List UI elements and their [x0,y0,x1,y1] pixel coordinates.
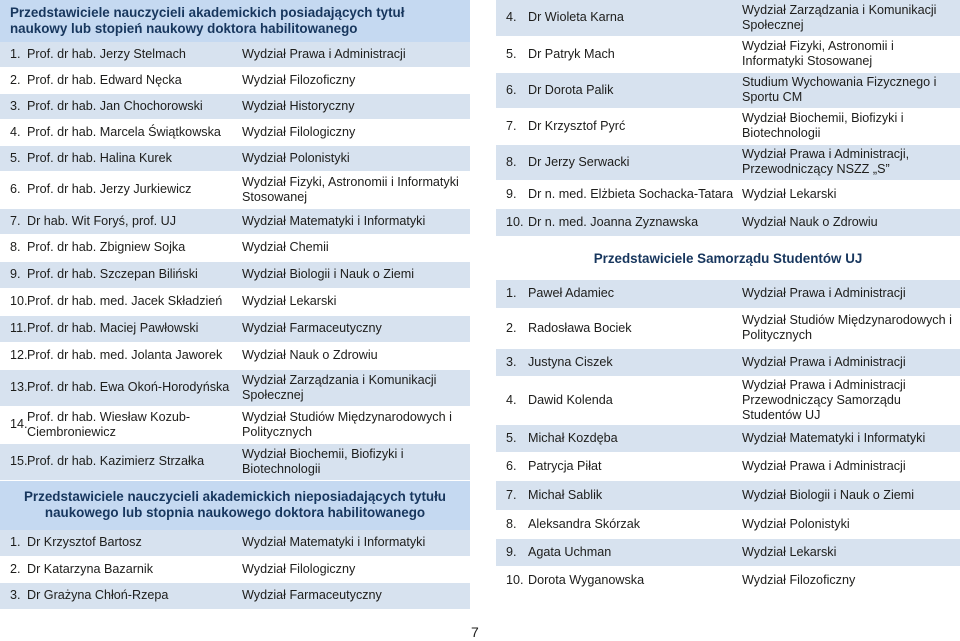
person-name: Dr Katarzyna Bazarnik [27,561,153,576]
row-number: 1. [10,535,21,550]
person-name: Dawid Kolenda [528,392,613,407]
non-habilitated-staff-rows [0,530,470,609]
row-number: 2. [506,320,517,335]
department: Wydział Lekarski [242,294,337,308]
person-name: Prof. dr hab. med. Jacek Składzień [27,294,223,308]
department: Wydział Farmaceutyczny [242,321,382,335]
table-row [496,280,960,308]
person-name: Prof. dr hab. Jerzy Jurkiewicz [27,182,192,196]
table-row [0,145,470,171]
row-number: 14. [10,417,28,431]
department: Wydział Filologiczny [242,561,356,576]
department: Wydział Filozoficzny [742,572,856,587]
page-number: 7 [471,624,479,640]
table-row [496,510,960,538]
person-name: Prof. dr hab. Zbigniew Sojka [27,240,186,254]
department: Wydział Biochemii, Biofizyki i Biotechnologii [742,111,904,140]
person-name: Dr Dorota Palik [528,82,614,97]
row-number: 10. [10,294,28,308]
table-row [496,144,960,180]
person-name: Dr n. med. Elżbieta Sochacka-Tatara [528,186,734,201]
person-name: Dr Krzysztof Bartosz [27,535,142,550]
table-row [0,67,470,93]
person-name: Dorota Wyganowska [528,572,645,587]
table-row [0,443,470,480]
person-name: Prof. dr hab. Marcela Świątkowska [27,124,221,139]
row-number: 5. [506,430,517,445]
person-name: Patrycja Piłat [528,458,602,473]
table-row [496,180,960,208]
row-number: 10. [506,214,524,229]
person-name: Prof. dr hab. Edward Nęcka [27,72,182,87]
table-row [0,171,470,208]
row-number: 4. [10,124,21,139]
row-number: 2. [10,72,21,87]
table-row [0,342,470,369]
row-number: 1. [506,286,517,301]
department: Wydział Biochemii, Biofizyki i Biotechnologii [242,446,404,476]
row-number: 7. [506,487,517,502]
department: Wydział Lekarski [742,544,837,559]
department: Wydział Nauk o Zdrowiu [242,348,378,362]
department: Wydział Polonistyki [242,150,350,165]
row-number: 5. [506,46,517,61]
student-representatives-rows [496,280,960,594]
table-row [0,406,470,443]
department: Wydział Matematyki i Informatyki [242,535,426,550]
row-number: 7. [506,118,517,133]
table-row [496,566,960,594]
person-name: Dr Krzysztof Pyrć [528,118,626,133]
department: Wydział Matematyki i Informatyki [242,213,426,228]
row-number: 9. [506,186,517,201]
table-row [496,208,960,236]
row-number: 6. [506,82,517,97]
row-number: 2. [10,561,21,576]
department: Wydział Prawa i Administracji [742,458,906,473]
table-row [0,42,470,67]
table-row [496,376,960,424]
row-number: 9. [10,267,21,281]
person-name: Dr Wioleta Karna [528,10,624,25]
person-name: Aleksandra Skórzak [528,516,640,531]
habilitated-staff-table [0,0,470,610]
department: Wydział Prawa i Administracji [242,46,406,61]
person-name: Agata Uchman [528,544,612,559]
department: Wydział Prawa i Administracji, Przewodniczący NSZZ „S” [742,147,910,176]
row-number: 4. [506,10,517,25]
department: Studium Wychowania Fizycznego i Sportu CM [742,75,937,104]
person-name: Prof. dr hab. Jan Chochorowski [27,98,203,113]
department: Wydział Studiów Międzynarodowych i Politycznych [242,409,452,439]
table-row [0,119,470,145]
person-name: Prof. dr hab. med. Jolanta Jaworek [27,348,223,362]
person-name: Prof. dr hab. Halina Kurek [27,150,172,165]
department: Wydział Nauk o Zdrowiu [742,214,878,229]
table-row [496,538,960,566]
row-number: 1. [10,46,21,61]
table-row [496,424,960,452]
department: Wydział Prawa i Administracji Przewodniczący Samorządu Studentów UJ [742,377,906,422]
person-name: Dr n. med. Joanna Zyznawska [528,214,699,229]
department: Wydział Studiów Międzynarodowych i Politycznych [742,313,952,342]
row-number: 12. [10,348,28,362]
table-row [0,288,470,315]
section-heading-text: Przedstawiciele Samorządu Studentów UJ [496,236,960,280]
person-name: Prof. dr hab. Maciej Pawłowski [27,321,199,335]
table-row [0,369,470,406]
person-name: Dr Grażyna Chłoń-Rzepa [27,588,169,602]
table-row [0,93,470,119]
row-number: 9. [506,544,517,559]
person-name: Prof. dr hab. Szczepan Biliński [27,267,198,281]
section-heading [496,236,960,280]
department: Wydział Fizyki, Astronomii i Informatyki Stosowanej [742,39,894,68]
non-habilitated-staff-continued-rows [496,0,960,236]
right-column [496,0,960,595]
row-number: 3. [506,354,517,369]
row-number: 13. [10,380,28,394]
table-row [0,208,470,234]
table-row [496,72,960,108]
section-heading [0,480,470,530]
department: Wydział Fizyki, Astronomii i Informatyki Stosowanej [242,174,459,204]
department: Wydział Filozoficzny [242,72,356,87]
table-row [0,234,470,261]
row-number: 7. [10,213,21,228]
table-row [496,480,960,510]
table-row [0,556,470,582]
row-number: 6. [506,458,517,473]
section-heading-text: Przedstawiciele nauczycieli akademickich nieposiadających tytułu naukowego lub stopnia naukowego doktora habilitowanego [0,480,470,530]
person-name: Justyna Ciszek [528,354,613,369]
department: Wydział Biologii i Nauk o Ziemi [242,267,415,281]
department: Wydział Chemii [242,240,329,254]
table-row [496,0,960,36]
row-number: 8. [506,154,517,169]
person-name: Michał Kozdęba [528,430,618,445]
department: Wydział Matematyki i Informatyki [742,430,926,445]
row-number: 8. [506,516,517,531]
person-name: Dr Jerzy Serwacki [528,154,630,169]
person-name: Prof. dr hab. Wiesław Kozub-Ciembroniewicz [27,409,191,439]
table-row [496,108,960,144]
department: Wydział Prawa i Administracji [742,286,906,301]
department: Wydział Historyczny [242,98,355,113]
section-heading-text: Przedstawiciele nauczycieli akademickich posiadających tytuł naukowy lub stopień naukowy doktora habilitowanego [0,0,470,42]
row-number: 3. [10,588,21,602]
table-row [496,308,960,348]
row-number: 6. [10,182,21,196]
person-name: Paweł Adamiec [528,286,615,301]
non-habilitated-staff-continued-table [496,0,960,595]
row-number: 5. [10,150,21,165]
table-row [496,452,960,480]
table-row [496,348,960,376]
row-number: 4. [506,392,517,407]
person-name: Prof. dr hab. Kazimierz Strzałka [27,454,205,468]
department: Wydział Polonistyki [742,516,850,531]
row-number: 11. [10,321,27,335]
department: Wydział Zarządzania i Komunikacji Społecznej [242,372,437,402]
department: Wydział Biologii i Nauk o Ziemi [742,487,915,502]
table-row [0,530,470,556]
person-name: Dr Patryk Mach [528,46,615,61]
row-number: 10. [506,572,524,587]
person-name: Radosława Bociek [528,320,632,335]
table-row [496,36,960,72]
row-number: 15. [10,454,28,468]
row-number: 8. [10,240,21,254]
table-row [0,315,470,342]
person-name: Prof. dr hab. Ewa Okoń-Horodyńska [27,380,230,394]
department: Wydział Zarządzania i Komunikacji Społecznej [742,2,937,32]
section-heading [0,0,470,42]
habilitated-staff-rows [0,42,470,480]
department: Wydział Prawa i Administracji [742,354,906,369]
person-name: Prof. dr hab. Jerzy Stelmach [27,46,186,61]
department: Wydział Filologiczny [242,124,356,139]
person-name: Michał Sablik [528,487,603,502]
department: Wydział Lekarski [742,186,837,201]
row-number: 3. [10,98,21,113]
table-row [0,582,470,609]
department: Wydział Farmaceutyczny [242,588,382,602]
table-row [0,261,470,288]
left-column [0,0,470,610]
person-name: Dr hab. Wit Foryś, prof. UJ [27,213,177,228]
